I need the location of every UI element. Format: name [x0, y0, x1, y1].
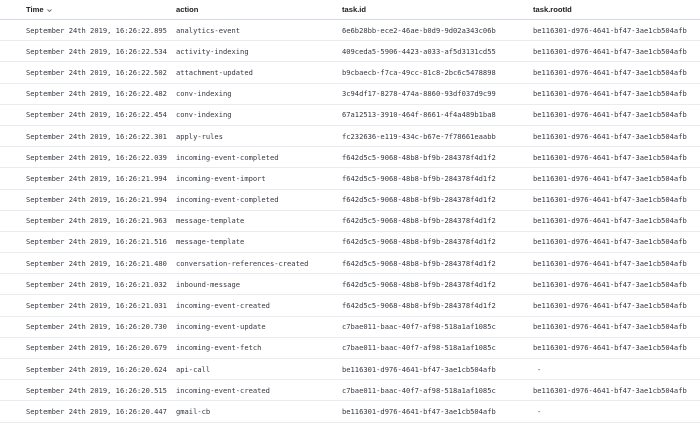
- time-cell: September 24th 2019, 16:26:22.454: [26, 110, 167, 120]
- task-root-id-cell: be116301-d976-4641-bf47-3ae1cb504afb: [533, 216, 687, 226]
- task-root-id-cell: be116301-d976-4641-bf47-3ae1cb504afb: [533, 46, 687, 56]
- table-row: [0, 168, 700, 189]
- task-id-cell: 67a12513-3910-464f-8661-4f4a489b1ba8: [342, 110, 496, 120]
- task-id-cell: f642d5c5-9068-48b8-bf9b-284378f4d1f2: [342, 195, 496, 205]
- table-row: [0, 126, 700, 147]
- time-cell: September 24th 2019, 16:26:21.516: [26, 237, 167, 247]
- table-row: [0, 253, 700, 274]
- time-cell: September 24th 2019, 16:26:20.515: [26, 385, 167, 395]
- table-row: [0, 295, 700, 316]
- time-cell: September 24th 2019, 16:26:22.502: [26, 67, 167, 77]
- action-cell: activity-indexing: [176, 46, 249, 56]
- task-root-id-cell: be116301-d976-4641-bf47-3ae1cb504afb: [533, 110, 687, 120]
- action-cell: incoming-event-update: [176, 322, 266, 332]
- time-cell: September 24th 2019, 16:26:21.994: [26, 173, 167, 183]
- task-root-id-cell: be116301-d976-4641-bf47-3ae1cb504afb: [533, 343, 687, 353]
- task-root-id-cell: be116301-d976-4641-bf47-3ae1cb504afb: [533, 301, 687, 311]
- action-cell: incoming-event-completed: [176, 195, 279, 205]
- action-cell: message-template: [176, 237, 245, 247]
- time-cell: September 24th 2019, 16:26:21.031: [26, 301, 167, 311]
- task-id-cell: 6e6b28bb-ece2-46ae-b0d9-9d02a343c06b: [342, 25, 496, 35]
- action-cell: conv-indexing: [176, 110, 232, 120]
- task-id-cell: 3c94df17-8278-474a-8860-93df037d9c99: [342, 89, 496, 99]
- action-cell: conversation-references-created: [176, 258, 309, 268]
- sort-down-icon[interactable]: [46, 7, 53, 14]
- table-row: [0, 105, 700, 126]
- table-row: [0, 211, 700, 232]
- task-root-id-cell: be116301-d976-4641-bf47-3ae1cb504afb: [533, 67, 687, 77]
- task-id-cell: be116301-d976-4641-bf47-3ae1cb504afb: [342, 364, 496, 374]
- task-root-id-cell: be116301-d976-4641-bf47-3ae1cb504afb: [533, 152, 687, 162]
- table-row: [0, 41, 700, 62]
- time-cell: September 24th 2019, 16:26:20.624: [26, 364, 167, 374]
- column-header-task-id-label: task.id: [342, 5, 367, 14]
- action-cell: incoming-event-import: [176, 173, 266, 183]
- task-id-cell: f642d5c5-9068-48b8-bf9b-284378f4d1f2: [342, 237, 496, 247]
- task-id-cell: f642d5c5-9068-48b8-bf9b-284378f4d1f2: [342, 279, 496, 289]
- column-header-task-root-id-label: task.rootId: [533, 5, 572, 14]
- table-row: [0, 62, 700, 83]
- column-header-action[interactable]: [176, 5, 342, 14]
- action-cell: api-call: [176, 364, 211, 374]
- task-id-cell: f642d5c5-9068-48b8-bf9b-284378f4d1f2: [342, 258, 496, 268]
- action-cell: incoming-event-completed: [176, 152, 279, 162]
- task-id-cell: 409ceda5-5906-4423-a033-af5d3131cd55: [342, 46, 496, 56]
- time-cell: September 24th 2019, 16:26:21.994: [26, 195, 167, 205]
- time-cell: September 24th 2019, 16:26:22.482: [26, 89, 167, 99]
- action-cell: analytics-event: [176, 25, 241, 35]
- task-root-id-cell: -: [537, 364, 542, 374]
- task-root-id-cell: be116301-d976-4641-bf47-3ae1cb504afb: [533, 258, 687, 268]
- table-row: [0, 338, 700, 359]
- time-cell: September 24th 2019, 16:26:22.301: [26, 131, 167, 141]
- table-row: [0, 359, 700, 380]
- task-root-id-cell: be116301-d976-4641-bf47-3ae1cb504afb: [533, 131, 687, 141]
- task-root-id-cell: be116301-d976-4641-bf47-3ae1cb504afb: [533, 279, 687, 289]
- action-cell: incoming-event-fetch: [176, 343, 262, 353]
- table-row: [0, 317, 700, 338]
- action-cell: incoming-event-created: [176, 301, 270, 311]
- task-id-cell: f642d5c5-9068-48b8-bf9b-284378f4d1f2: [342, 216, 496, 226]
- action-cell: gmail-cb: [176, 406, 211, 416]
- task-root-id-cell: be116301-d976-4641-bf47-3ae1cb504afb: [533, 195, 687, 205]
- table-row: [0, 84, 700, 105]
- time-cell: September 24th 2019, 16:26:20.447: [26, 406, 167, 416]
- column-header-time-label: Time: [26, 5, 44, 14]
- task-id-cell: c7bae011-baac-40f7-af98-518a1af1085c: [342, 385, 496, 395]
- task-root-id-cell: be116301-d976-4641-bf47-3ae1cb504afb: [533, 25, 687, 35]
- task-id-cell: fc232636-e119-434c-b67e-7f78661eaabb: [342, 131, 496, 141]
- column-header-action-label: action: [176, 5, 199, 14]
- time-cell: September 24th 2019, 16:26:22.039: [26, 152, 167, 162]
- time-cell: September 24th 2019, 16:26:22.534: [26, 46, 167, 56]
- table-row: [0, 380, 700, 401]
- task-id-cell: f642d5c5-9068-48b8-bf9b-284378f4d1f2: [342, 301, 496, 311]
- action-cell: incoming-event-created: [176, 385, 270, 395]
- task-root-id-cell: be116301-d976-4641-bf47-3ae1cb504afb: [533, 322, 687, 332]
- time-cell: September 24th 2019, 16:26:21.032: [26, 279, 167, 289]
- task-id-cell: f642d5c5-9068-48b8-bf9b-284378f4d1f2: [342, 152, 496, 162]
- task-root-id-cell: -: [537, 406, 542, 416]
- table-row: [0, 274, 700, 295]
- action-cell: conv-indexing: [176, 89, 232, 99]
- table-body: [0, 20, 700, 423]
- task-id-cell: be116301-d976-4641-bf47-3ae1cb504afb: [342, 406, 496, 416]
- column-header-task-root-id[interactable]: [533, 5, 700, 14]
- task-root-id-cell: be116301-d976-4641-bf47-3ae1cb504afb: [533, 173, 687, 183]
- table-row: [0, 147, 700, 168]
- table-row: [0, 190, 700, 211]
- time-cell: September 24th 2019, 16:26:20.679: [26, 343, 167, 353]
- time-cell: September 24th 2019, 16:26:21.963: [26, 216, 167, 226]
- table-row: [0, 401, 700, 422]
- column-header-task-id[interactable]: [342, 5, 533, 14]
- action-cell: apply-rules: [176, 131, 223, 141]
- column-header-time[interactable]: [26, 5, 176, 14]
- time-cell: September 24th 2019, 16:26:20.730: [26, 322, 167, 332]
- task-root-id-cell: be116301-d976-4641-bf47-3ae1cb504afb: [533, 237, 687, 247]
- task-id-cell: b9cbaecb-f7ca-49cc-81c8-2bc6c5478898: [342, 67, 496, 77]
- task-id-cell: c7bae011-baac-40f7-af98-518a1af1085c: [342, 343, 496, 353]
- action-cell: attachment-updated: [176, 67, 253, 77]
- task-root-id-cell: be116301-d976-4641-bf47-3ae1cb504afb: [533, 89, 687, 99]
- action-cell: message-template: [176, 216, 245, 226]
- task-id-cell: c7bae011-baac-40f7-af98-518a1af1085c: [342, 322, 496, 332]
- table-header: [0, 0, 700, 20]
- task-id-cell: f642d5c5-9068-48b8-bf9b-284378f4d1f2: [342, 173, 496, 183]
- time-cell: September 24th 2019, 16:26:22.895: [26, 25, 167, 35]
- action-cell: inbound-message: [176, 279, 241, 289]
- task-root-id-cell: be116301-d976-4641-bf47-3ae1cb504afb: [533, 385, 687, 395]
- table-row: [0, 232, 700, 253]
- table-row: [0, 20, 700, 41]
- time-cell: September 24th 2019, 16:26:21.480: [26, 258, 167, 268]
